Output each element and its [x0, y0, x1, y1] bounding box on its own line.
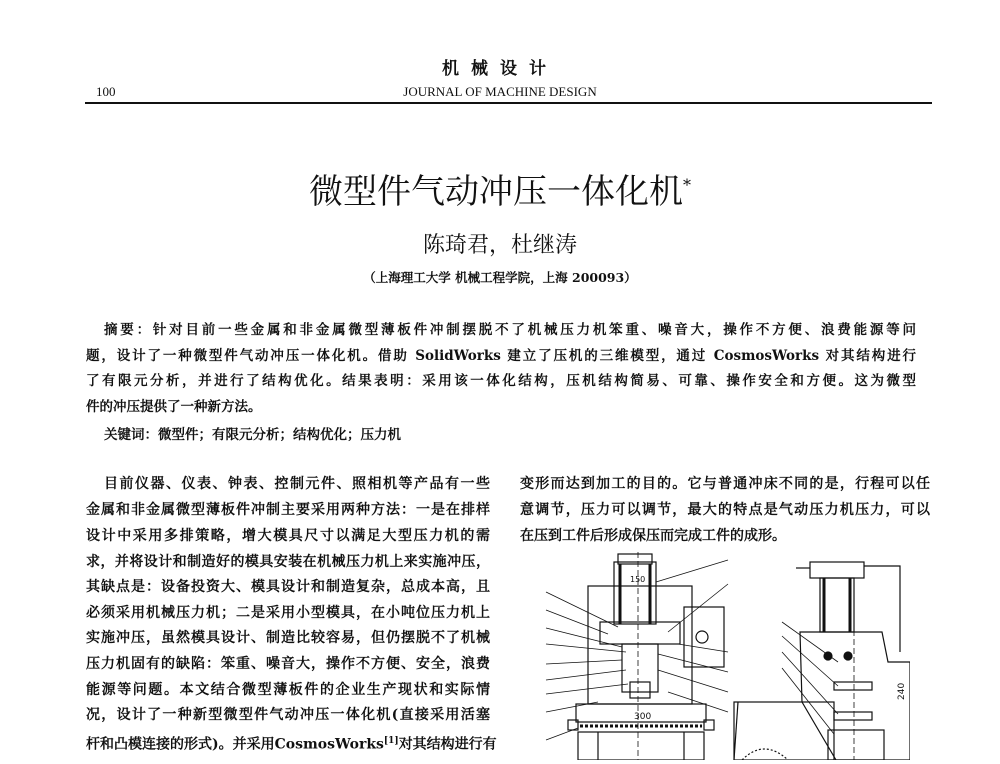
- body-line: 变形而达到加工的目的。它与普通冲床不同的是，行程可以任: [520, 476, 930, 492]
- body-line: [86, 732, 497, 753]
- article-title: [0, 164, 1000, 213]
- journal-name-english: JOURNAL OF MACHINE DESIGN: [403, 84, 597, 99]
- body-line: 能源等问题。本文结合微型薄板件的企业生产现状和实际情: [86, 682, 490, 698]
- abstract-line: 件的冲压提供了一种新方法。: [86, 399, 262, 415]
- body-text: 杆和凸模连接的形式)。并采用CosmosWorks: [86, 736, 384, 753]
- dimension-label: 300: [634, 712, 652, 722]
- body-line: 目前仪器、仪表、钟表、控制元件、照相机等产品有一些: [104, 476, 490, 492]
- body-line: 压力机固有的缺陷：笨重、噪音大，操作不方便、安全，浪费: [86, 656, 490, 672]
- front-view: [546, 552, 728, 760]
- body-text: 对其结构进行有: [398, 736, 497, 753]
- body-line: 在压到工件后形成保压而完成工件的成形。: [520, 528, 786, 544]
- title-text: 微型件气动冲压一体化机: [309, 172, 683, 212]
- abstract-line: 了有限元分析，并进行了结构优化。结果表明：采用该一体化结构，压机结构简易、可靠、操作安全和方便。这为微型: [86, 373, 916, 389]
- body-line: 况，设计了一种新型微型件气动冲压一体化机(直接采用活塞: [86, 707, 490, 723]
- press-machine-drawing: [538, 552, 910, 760]
- affiliation: （上海理工大学 机械工程学院，上海 200093）: [363, 270, 637, 285]
- authors: 陈琦君，杜继涛: [422, 233, 577, 258]
- dimension-label: 150: [630, 575, 646, 584]
- abstract-line: 题，设计了一种微型件气动冲压一体化机。借助 SolidWorks 建立了压机的三维模型，通过 CosmosWorks 对其结构进行: [86, 348, 916, 364]
- side-view: [734, 562, 910, 760]
- body-line: 金属和非金属微型薄板件冲制主要采用两种方法：一是在排样: [86, 502, 490, 518]
- keywords: 关键词：微型件；有限元分析；结构优化；压力机: [104, 427, 401, 443]
- body-line: 必须采用机械压力机；二是采用小型模具，在小吨位压力机上: [86, 605, 490, 621]
- title-footnote-mark: *: [683, 175, 691, 195]
- body-line: 其缺点是：设备投资大、模具设计和制造复杂，总成本高，且: [86, 579, 490, 595]
- header-rule: [85, 102, 932, 104]
- body-line: 设计中采用多排策略，增大模具尺寸以满足大型压力机的需: [86, 528, 490, 544]
- page-number: 100: [96, 84, 116, 99]
- citation-ref: [1]: [383, 736, 399, 746]
- abstract-line: 摘要：针对目前一些金属和非金属微型薄板件冲制摆脱不了机械压力机笨重、噪音大，操作不方便、浪费能源等问: [104, 322, 916, 338]
- body-line: 实施冲压，虽然模具设计、制造比较容易，但仍摆脱不了机械: [86, 630, 490, 646]
- dimension-label: 240: [897, 682, 907, 700]
- body-line: 求，并将设计和制造好的模具安装在机械压力机上来实施冲压，: [86, 554, 490, 570]
- journal-name-chinese: 机械设计: [442, 59, 558, 79]
- body-line: 意调节，压力可以调节，最大的特点是气动压力机压力，可以: [520, 502, 930, 518]
